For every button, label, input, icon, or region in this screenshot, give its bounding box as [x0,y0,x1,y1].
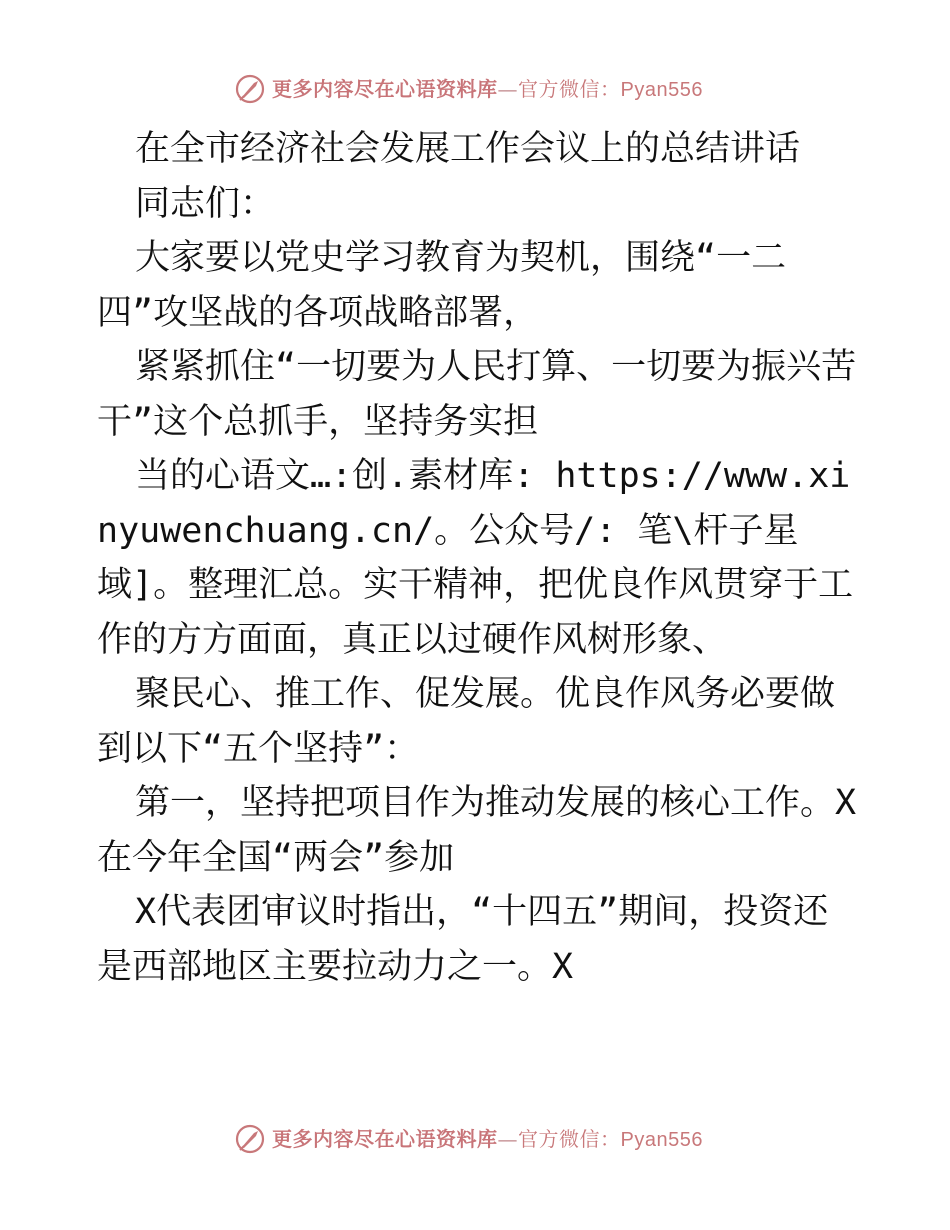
watermark-separator: — [497,1127,518,1151]
watermark-text [272,77,703,102]
watermark-wechat-id: Pyan556 [620,1129,703,1151]
header-watermark-banner [0,70,950,110]
paragraph: 大家要以党史学习教育为契机，围绕“一二四”攻坚战的各项战略部署， [97,238,787,333]
paragraph: 聚民心、推工作、促发展。优良作风务必要做到以下“五个坚持”： [97,674,836,769]
quill-pen-logo-icon [234,73,266,105]
document-title: 在全市经济社会发展工作会议上的总结讲话 [135,129,801,169]
footer-watermark-banner [0,1120,950,1160]
watermark-site: 更多内容尽在心语资料库 [272,77,498,101]
quill-pen-logo-icon [234,1123,266,1155]
watermark-official-label: 官方微信： [518,1127,621,1151]
watermark-site: 更多内容尽在心语资料库 [272,1127,498,1151]
paragraph: 第一，坚持把项目作为推动发展的核心工作。X在今年全国“两会”参加 [97,783,857,878]
watermark-text [272,1127,703,1152]
document-body [97,122,857,994]
watermark-separator: — [497,77,518,101]
paragraph: X代表团审议时指出，“十四五”期间，投资还是西部地区主要拉动力之一。X [97,892,829,987]
watermark-official-label: 官方微信： [518,77,621,101]
paragraph: 紧紧抓住“一切要为人民打算、一切要为振兴苦干”这个总抓手，坚持务实担 [97,347,857,442]
paragraph: 当的心语文…:创.素材库: https://www.xinyuwenchuang.cn/。公众号/: 笔\杆子星域]。整理汇总。实干精神，把优良作风贯穿于工作的方方面面，真正以过硬作风树形象、 [97,456,854,660]
document-salutation: 同志们： [135,183,276,224]
watermark-wechat-id: Pyan556 [620,79,703,101]
